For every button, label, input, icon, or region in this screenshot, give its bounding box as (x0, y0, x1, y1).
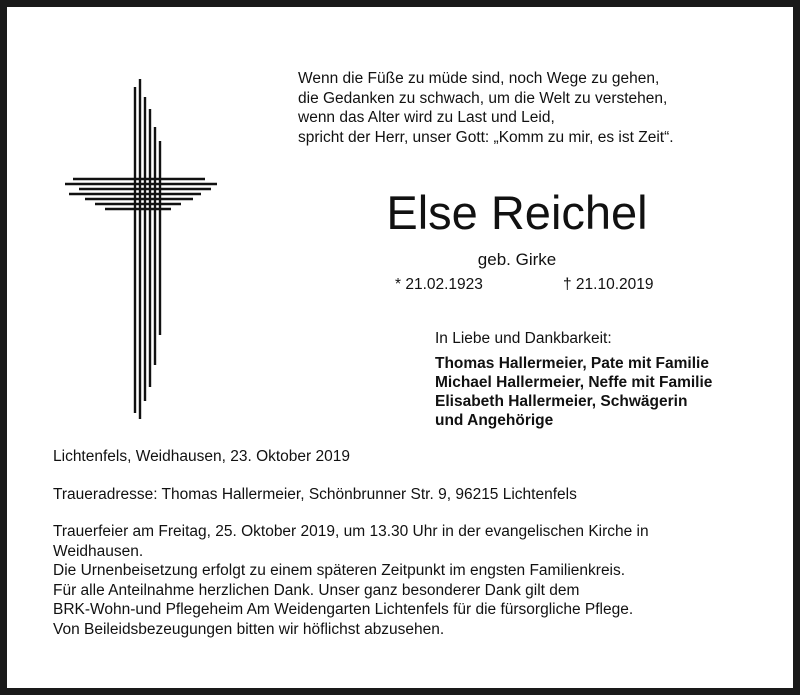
poem-line: spricht der Herr, unser Gott: „Komm zu mir, es ist Zeit“. (298, 128, 674, 146)
mourner-name: Michael Hallermeier, Neffe mit Familie (435, 374, 713, 391)
mourner-name: Elisabeth Hallermeier, Schwägerin (435, 393, 688, 410)
mourner-name: Thomas Hallermeier, Pate mit Familie (435, 355, 709, 372)
cross-icon (65, 79, 217, 419)
mourners-list (435, 329, 712, 430)
maiden-name: geb. Girke (477, 250, 557, 269)
deceased-name: Else Reichel (386, 186, 648, 239)
poem (298, 69, 778, 147)
mourners-intro: In Liebe und Dankbarkeit: (435, 330, 612, 347)
details-line: Von Beileidsbezeugungen bitten wir höflichst abzusehen. (53, 620, 445, 638)
details-line: Die Urnenbeisetzung erfolgt zu einem späteren Zeitpunkt im engsten Familienkreis. (53, 562, 626, 579)
poem-line: Wenn die Füße zu müde sind, noch Wege zu gehen, (298, 70, 660, 87)
details-line: Weidhausen. (53, 542, 144, 560)
poem-line: wenn das Alter wird zu Last und Leid, (298, 109, 555, 126)
mourning-address: Traueradresse: Thomas Hallermeier, Schönbrunner Str. 9, 96215 Lichtenfels (53, 486, 577, 503)
details-line: Für alle Anteilnahme herzlichen Dank. Unser ganz besonderer Dank gilt dem (53, 581, 580, 599)
details-line: BRK-Wohn-und Pflegeheim Am Weidengarten Lichtenfels für die fürsorgliche Pflege. (53, 601, 634, 618)
birth-date: * 21.02.1923 (395, 276, 483, 293)
place-and-date: Lichtenfels, Weidhausen, 23. Oktober 2019 (53, 448, 350, 465)
mourner-name: und Angehörige (435, 412, 554, 429)
funeral-details (53, 522, 753, 639)
poem-line: die Gedanken zu schwach, um die Welt zu verstehen, (298, 89, 668, 107)
death-date: † 21.10.2019 (563, 276, 654, 293)
details-line: Trauerfeier am Freitag, 25. Oktober 2019, um 13.30 Uhr in der evangelischen Kirche in (53, 523, 649, 540)
